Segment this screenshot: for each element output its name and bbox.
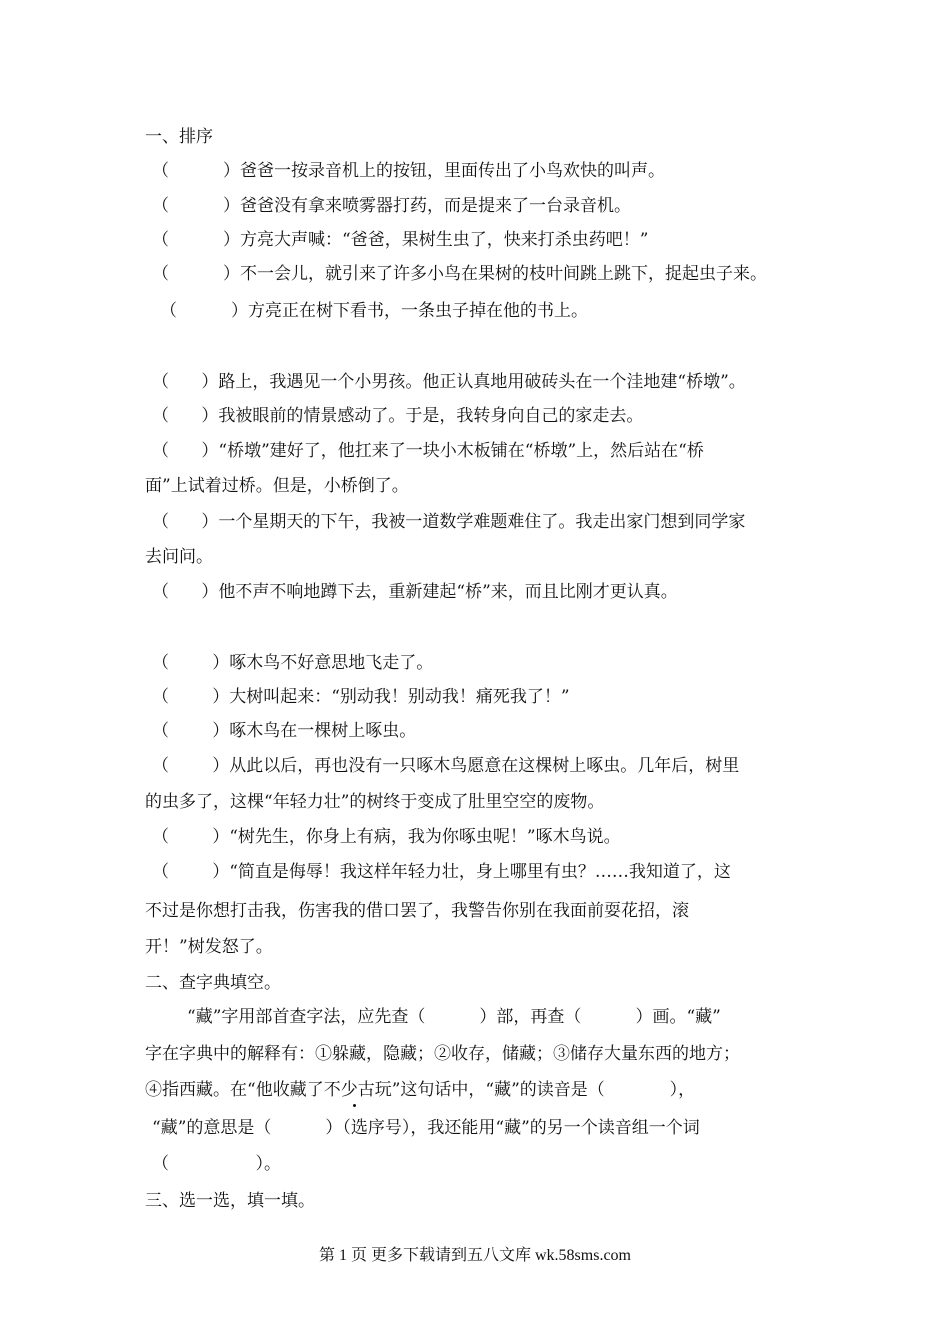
section-2-title: 二、查字典填空。	[145, 973, 281, 993]
group-2-item-4: （ ）一个星期天的下午，我被一道数学难题难住了。我走出家门想到同学家	[152, 512, 746, 532]
group-3-item-2: （ ）大树叫起来：“别动我！别动我！痛死我了！”	[152, 687, 570, 707]
group-3-item-1: （ ）啄木鸟不好意思地飞走了。	[152, 653, 434, 673]
group-2-item-3-cont: 面”上试着过桥。但是，小桥倒了。	[145, 476, 409, 496]
group-1-item-2: （ ）爸爸没有拿来喷雾器打药，而是提来了一台录音机。	[152, 196, 632, 216]
group-3-item-3: （ ）啄木鸟在一棵树上啄虫。	[152, 721, 417, 741]
section-2-line-4: “藏”的意思是（ ）（选序号），我还能用“藏”的另一个读音组一个词	[152, 1118, 700, 1138]
group-1-item-3: （ ）方亮大声喊：“爸爸，果树生虫了，快来打杀虫药吧！”	[152, 230, 649, 250]
group-2-item-5: （ ）他不声不响地蹲下去，重新建起“桥”来，而且比刚才更认真。	[152, 582, 678, 602]
group-3-item-6-cont-1: 不过是你想打击我，伤害我的借口罢了，我警告你别在我面前耍花招，滚	[145, 901, 689, 921]
group-2-item-3: （ ）“桥墩”建好了，他扛来了一块小木板铺在“桥墩”上，然后站在“桥	[152, 441, 704, 461]
group-1-item-5: （ ）方亮正在树下看书，一条虫子掉在他的书上。	[160, 301, 589, 321]
group-3-item-5: （ ）“树先生，你身上有病，我为你啄虫呢！”啄木鸟说。	[152, 827, 621, 847]
group-1-item-4: （ ）不一会儿，就引来了许多小鸟在果树的枝叶间跳上跳下，捉起虫子来。	[152, 264, 768, 284]
section-2-line-3: ④指西藏。在“他收藏了不少古玩”这句话中，“藏”的读音是（ ），	[145, 1080, 696, 1100]
page-footer: 第 1 页 更多下载请到五八文库 wk.58sms.com	[318, 1247, 631, 1264]
section-3-title: 三、选一选，填一填。	[145, 1191, 315, 1211]
section-2-line-2: 字在字典中的解释有：①躲藏，隐藏；②收存，储藏；③储存大量东西的地方；	[145, 1044, 740, 1064]
group-1-item-1: （ ）爸爸一按录音机上的按钮，里面传出了小鸟欢快的叫声。	[152, 161, 666, 181]
emphasis-dot	[353, 1104, 356, 1107]
section-2-line-1: “藏”字用部首查字法，应先查（ ）部，再查（ ）画。“藏”	[187, 1007, 721, 1027]
section-2-line-5: （ ）。	[152, 1154, 281, 1174]
group-3-item-6: （ ）“简直是侮辱！我这样年轻力壮，身上哪里有虫？……我知道了，这	[152, 862, 731, 882]
group-2-item-4-cont: 去问问。	[145, 547, 213, 567]
group-3-item-6-cont-2: 开！”树发怒了。	[145, 937, 273, 957]
group-3-item-4: （ ）从此以后，再也没有一只啄木鸟愿意在这棵树上啄虫。几年后，树里	[152, 756, 740, 776]
group-2-item-2: （ ）我被眼前的情景感动了。于是，我转身向自己的家走去。	[152, 406, 644, 426]
group-2-item-1: （ ）路上，我遇见一个小男孩。他正认真地用破砖头在一个洼地建“桥墩”。	[152, 372, 746, 392]
group-3-item-4-cont: 的虫多了，这棵“年轻力壮”的树终于变成了肚里空空的废物。	[145, 792, 605, 812]
section-1-title: 一、排序	[145, 127, 213, 147]
